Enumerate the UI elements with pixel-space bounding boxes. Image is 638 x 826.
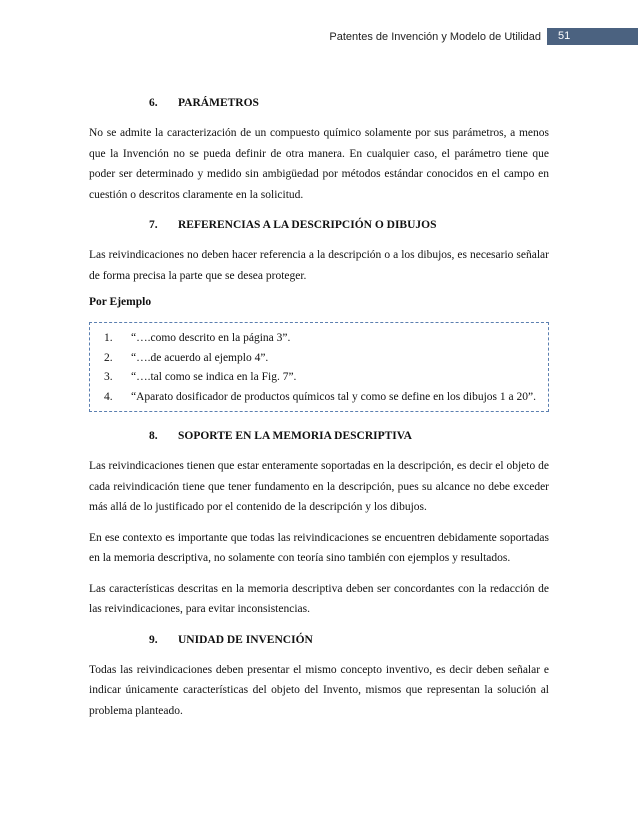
header-title: Patentes de Invención y Modelo de Utilidad xyxy=(329,31,541,43)
page-content xyxy=(89,97,549,731)
paragraph: Todas las reivindicaciones deben presentar el mismo concepto inventivo, es decir deben señalar e indicar únicamente características del objeto del Invento, mismos que representan la solución al problema planteado. xyxy=(89,663,549,717)
section-title: PARÁMETROS xyxy=(178,97,259,109)
list-item xyxy=(100,368,538,388)
paragraph: Las reivindicaciones no deben hacer referencia a la descripción o a los dibujos, es necesario señalar de forma precisa la parte que se desea proteger. xyxy=(89,249,549,282)
list-item xyxy=(100,329,538,349)
section-number: 9. xyxy=(149,633,158,646)
section-heading-7 xyxy=(149,219,549,231)
paragraph: No se admite la caracterización de un compuesto químico solamente por sus parámetros, a menos que la Invención no se pueda definir de otra manera. En cualquier caso, el parámetro tiene que poder ser determinado y medido sin ambigüedad por métodos estándar conocidos en el campo en cuestión o descritos claramente en la solicitud. xyxy=(89,127,549,201)
section-title: UNIDAD DE INVENCIÓN xyxy=(178,633,313,646)
example-list xyxy=(100,329,538,407)
section-heading-9 xyxy=(149,634,549,646)
section-number: 8. xyxy=(149,430,158,442)
example-box xyxy=(89,322,549,412)
list-item xyxy=(100,388,538,408)
list-text: “….de acuerdo al ejemplo 4”. xyxy=(131,351,269,364)
list-text: “….como descrito en la página 3”. xyxy=(131,332,291,344)
section-number: 7. xyxy=(149,219,158,231)
example-label: Por Ejemplo xyxy=(89,296,152,308)
paragraph: Las características descritas en la memoria descriptiva deben ser concordantes con la redacción de las reivindicaciones, para evitar inconsistencias. xyxy=(89,582,549,615)
section-heading-6 xyxy=(149,97,549,109)
paragraph: En ese contexto es importante que todas las reivindicaciones se encuentren debidamente soportadas en la memoria descriptiva, no solamente con teoría sino también con ejemplos y resultados. xyxy=(89,531,549,564)
section-title: SOPORTE EN LA MEMORIA DESCRIPTIVA xyxy=(178,430,412,442)
page-number-bar xyxy=(547,28,638,45)
section-number: 6. xyxy=(149,97,158,109)
list-number: 2. xyxy=(104,351,113,364)
list-item xyxy=(100,349,538,369)
list-text: “Aparato dosificador de productos químicos tal y como se define en los dibujos 1 a 20”. xyxy=(131,390,536,403)
page-number: 51 xyxy=(558,30,571,42)
list-number: 3. xyxy=(104,371,113,383)
list-text: “….tal como se indica en la Fig. 7”. xyxy=(131,371,297,383)
list-number: 4. xyxy=(104,390,113,403)
paragraph: Las reivindicaciones tienen que estar enteramente soportadas en la descripción, es decir el objeto de cada reivindicación tiene que tener fundamento en la descripción, pues su alcance no debe exceder más allá de lo justificado por el contenido de la descripción y los dibujos. xyxy=(89,460,549,513)
section-title: REFERENCIAS A LA DESCRIPCIÓN O DIBUJOS xyxy=(178,219,437,231)
list-number: 1. xyxy=(104,332,113,344)
section-heading-8 xyxy=(149,430,549,442)
